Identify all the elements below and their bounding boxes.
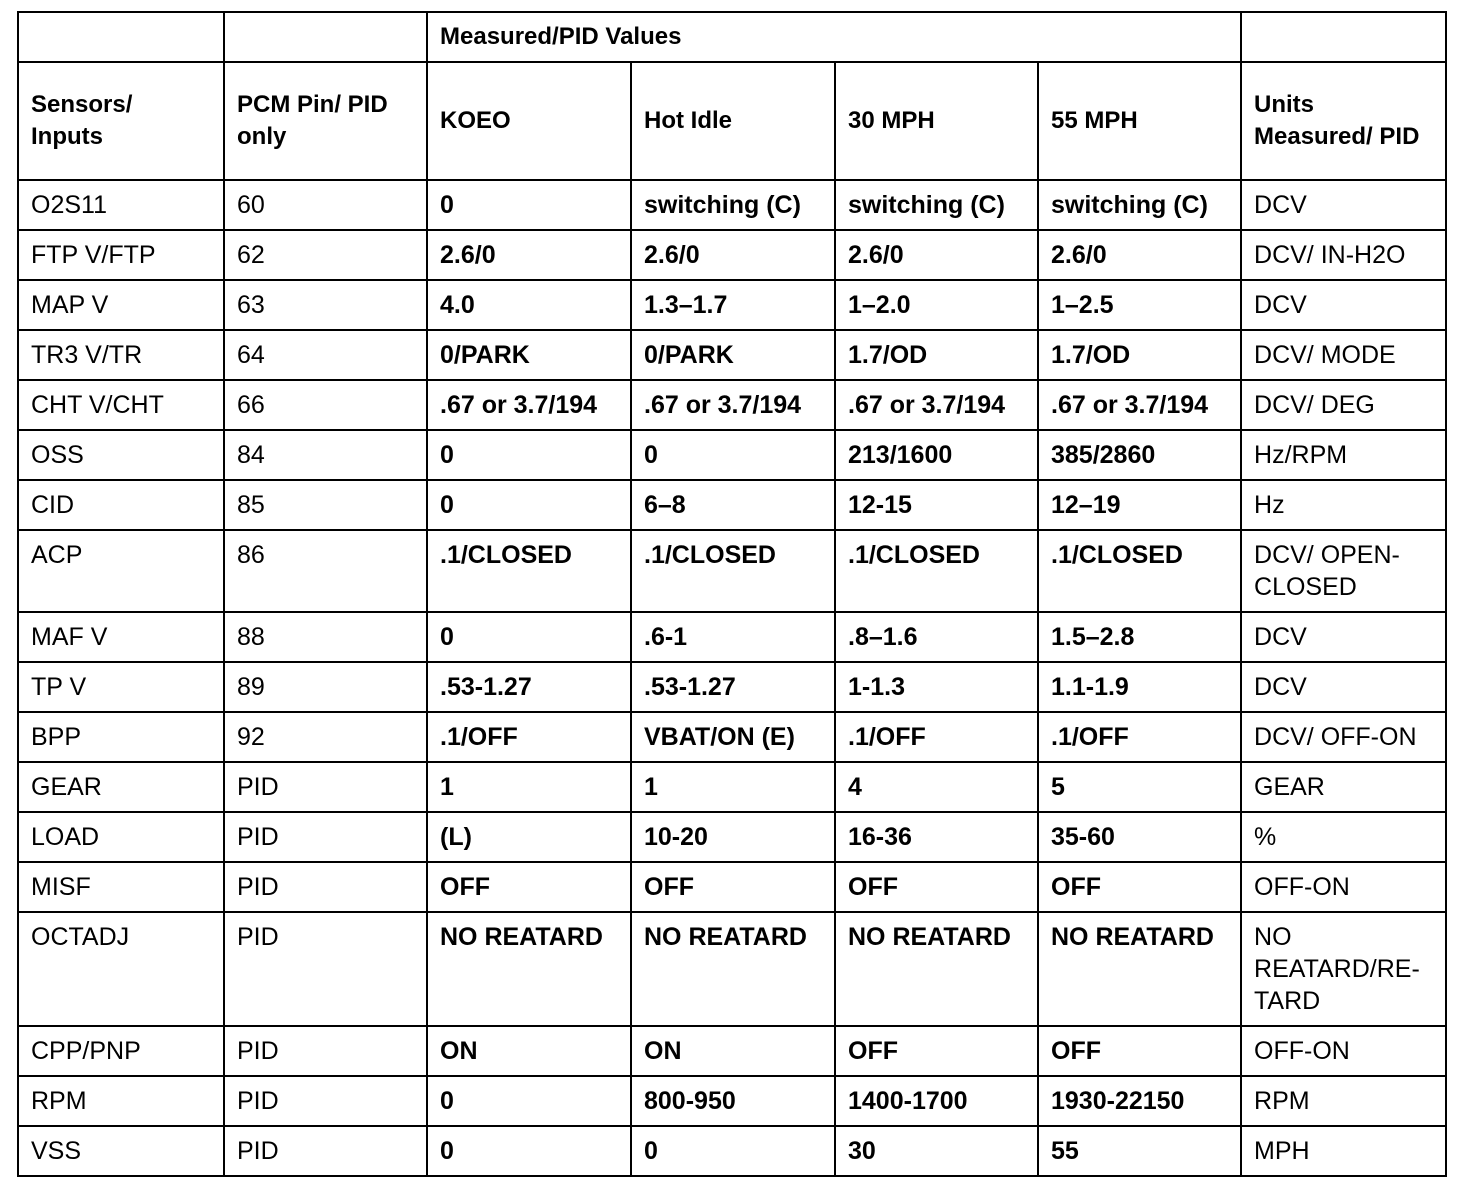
- pin-cell: PID: [224, 1126, 427, 1176]
- hot-idle-cell: 10-20: [631, 812, 835, 862]
- sensor-cell: CID: [18, 480, 224, 530]
- sensor-cell: RPM: [18, 1076, 224, 1126]
- table-row: [18, 480, 1446, 530]
- header-koeo: KOEO: [427, 62, 631, 180]
- hot-idle-cell: .1/CLOSED: [631, 530, 835, 612]
- koeo-cell: ON: [427, 1026, 631, 1076]
- hot-idle-cell: 0: [631, 430, 835, 480]
- mph30-cell: switching (C): [835, 180, 1038, 230]
- mph30-cell: 213/1600: [835, 430, 1038, 480]
- sensor-cell: FTP V/FTP: [18, 230, 224, 280]
- koeo-cell: 0: [427, 1076, 631, 1126]
- mph55-cell: switching (C): [1038, 180, 1241, 230]
- empty-pin-cell: [224, 12, 427, 62]
- mph55-cell: OFF: [1038, 862, 1241, 912]
- hot-idle-cell: 1: [631, 762, 835, 812]
- mph55-cell: 1.7/OD: [1038, 330, 1241, 380]
- pin-cell: 85: [224, 480, 427, 530]
- hot-idle-cell: 800-950: [631, 1076, 835, 1126]
- mph55-cell: 35-60: [1038, 812, 1241, 862]
- units-cell: DCV/ OFF-ON: [1241, 712, 1446, 762]
- measured-values-title: Measured/PID Values: [427, 12, 1241, 62]
- koeo-cell: 0/PARK: [427, 330, 631, 380]
- header-30-mph: 30 MPH: [835, 62, 1038, 180]
- mph55-cell: 1.5–2.8: [1038, 612, 1241, 662]
- hot-idle-cell: ON: [631, 1026, 835, 1076]
- table-header-row: [18, 62, 1446, 180]
- units-cell: %: [1241, 812, 1446, 862]
- sensor-cell: MAF V: [18, 612, 224, 662]
- hot-idle-cell: 2.6/0: [631, 230, 835, 280]
- table-row: [18, 230, 1446, 280]
- units-cell: Hz/RPM: [1241, 430, 1446, 480]
- mph30-cell: OFF: [835, 1026, 1038, 1076]
- table-row: [18, 812, 1446, 862]
- pin-cell: 64: [224, 330, 427, 380]
- hot-idle-cell: 0/PARK: [631, 330, 835, 380]
- hot-idle-cell: 1.3–1.7: [631, 280, 835, 330]
- pin-cell: 60: [224, 180, 427, 230]
- hot-idle-cell: NO REATARD: [631, 912, 835, 1026]
- mph30-cell: OFF: [835, 862, 1038, 912]
- pin-cell: PID: [224, 912, 427, 1026]
- koeo-cell: 0: [427, 480, 631, 530]
- table-row: [18, 612, 1446, 662]
- sensor-cell: MISF: [18, 862, 224, 912]
- pin-cell: 66: [224, 380, 427, 430]
- koeo-cell: .1/CLOSED: [427, 530, 631, 612]
- header-hot-idle: Hot Idle: [631, 62, 835, 180]
- mph30-cell: NO REATARD: [835, 912, 1038, 1026]
- hot-idle-cell: OFF: [631, 862, 835, 912]
- table-row: [18, 712, 1446, 762]
- sensor-cell: CPP/PNP: [18, 1026, 224, 1076]
- pin-cell: 89: [224, 662, 427, 712]
- mph55-cell: 1–2.5: [1038, 280, 1241, 330]
- sensor-cell: OSS: [18, 430, 224, 480]
- mph30-cell: 2.6/0: [835, 230, 1038, 280]
- units-cell: DCV/ IN-H2O: [1241, 230, 1446, 280]
- table-row: [18, 330, 1446, 380]
- table-row: [18, 380, 1446, 430]
- table-row: [18, 430, 1446, 480]
- hot-idle-cell: switching (C): [631, 180, 835, 230]
- pin-cell: 92: [224, 712, 427, 762]
- units-cell: DCV: [1241, 280, 1446, 330]
- mph30-cell: 4: [835, 762, 1038, 812]
- sensor-cell: ACP: [18, 530, 224, 612]
- units-cell: DCV: [1241, 180, 1446, 230]
- koeo-cell: (L): [427, 812, 631, 862]
- pin-cell: 62: [224, 230, 427, 280]
- units-cell: DCV: [1241, 662, 1446, 712]
- mph55-cell: 55: [1038, 1126, 1241, 1176]
- koeo-cell: .53-1.27: [427, 662, 631, 712]
- mph55-cell: .67 or 3.7/194: [1038, 380, 1241, 430]
- units-cell: DCV/ MODE: [1241, 330, 1446, 380]
- mph30-cell: 16-36: [835, 812, 1038, 862]
- units-cell: OFF-ON: [1241, 862, 1446, 912]
- mph55-cell: NO REATARD: [1038, 912, 1241, 1026]
- hot-idle-cell: .6-1: [631, 612, 835, 662]
- mph55-cell: 5: [1038, 762, 1241, 812]
- units-cell: RPM: [1241, 1076, 1446, 1126]
- mph55-cell: OFF: [1038, 1026, 1241, 1076]
- mph55-cell: 2.6/0: [1038, 230, 1241, 280]
- header-pin: PCM Pin/ PID only: [224, 62, 427, 180]
- table-row: [18, 530, 1446, 612]
- empty-corner-cell: [18, 12, 224, 62]
- mph30-cell: 1-1.3: [835, 662, 1038, 712]
- koeo-cell: .67 or 3.7/194: [427, 380, 631, 430]
- koeo-cell: 2.6/0: [427, 230, 631, 280]
- koeo-cell: 0: [427, 1126, 631, 1176]
- table-row: [18, 1026, 1446, 1076]
- units-cell: Hz: [1241, 480, 1446, 530]
- table-row: [18, 1076, 1446, 1126]
- pid-values-table: [17, 11, 1447, 1177]
- pin-cell: PID: [224, 862, 427, 912]
- hot-idle-cell: VBAT/ON (E): [631, 712, 835, 762]
- sensor-cell: OCTADJ: [18, 912, 224, 1026]
- units-cell: GEAR: [1241, 762, 1446, 812]
- mph30-cell: 12-15: [835, 480, 1038, 530]
- header-55-mph: 55 MPH: [1038, 62, 1241, 180]
- pin-cell: PID: [224, 1076, 427, 1126]
- mph55-cell: 1.1-1.9: [1038, 662, 1241, 712]
- table-row: [18, 1126, 1446, 1176]
- koeo-cell: 4.0: [427, 280, 631, 330]
- mph30-cell: .8–1.6: [835, 612, 1038, 662]
- pin-cell: PID: [224, 762, 427, 812]
- mph30-cell: .1/OFF: [835, 712, 1038, 762]
- units-cell: OFF-ON: [1241, 1026, 1446, 1076]
- hot-idle-cell: 0: [631, 1126, 835, 1176]
- sensor-cell: MAP V: [18, 280, 224, 330]
- koeo-cell: OFF: [427, 862, 631, 912]
- pin-cell: 88: [224, 612, 427, 662]
- sensor-cell: BPP: [18, 712, 224, 762]
- sensor-cell: O2S11: [18, 180, 224, 230]
- mph55-cell: 385/2860: [1038, 430, 1241, 480]
- sensor-cell: LOAD: [18, 812, 224, 862]
- table-row: [18, 912, 1446, 1026]
- koeo-cell: 1: [427, 762, 631, 812]
- sensor-cell: TP V: [18, 662, 224, 712]
- pin-cell: PID: [224, 1026, 427, 1076]
- mph55-cell: 1930-22150: [1038, 1076, 1241, 1126]
- header-sensor: Sensors/ Inputs: [18, 62, 224, 180]
- table-row: [18, 662, 1446, 712]
- table-row: [18, 862, 1446, 912]
- hot-idle-cell: 6–8: [631, 480, 835, 530]
- mph30-cell: 1400-1700: [835, 1076, 1038, 1126]
- mph30-cell: .67 or 3.7/194: [835, 380, 1038, 430]
- sensor-cell: CHT V/CHT: [18, 380, 224, 430]
- hot-idle-cell: .67 or 3.7/194: [631, 380, 835, 430]
- sensor-cell: GEAR: [18, 762, 224, 812]
- units-cell: DCV: [1241, 612, 1446, 662]
- table-title-row: [18, 12, 1446, 62]
- mph30-cell: .1/CLOSED: [835, 530, 1038, 612]
- sensor-cell: VSS: [18, 1126, 224, 1176]
- mph30-cell: 30: [835, 1126, 1038, 1176]
- pin-cell: 63: [224, 280, 427, 330]
- koeo-cell: 0: [427, 180, 631, 230]
- hot-idle-cell: .53-1.27: [631, 662, 835, 712]
- mph55-cell: .1/OFF: [1038, 712, 1241, 762]
- koeo-cell: .1/OFF: [427, 712, 631, 762]
- mph30-cell: 1.7/OD: [835, 330, 1038, 380]
- units-cell: NO REATARD/RE-TARD: [1241, 912, 1446, 1026]
- mph55-cell: 12–19: [1038, 480, 1241, 530]
- units-cell: MPH: [1241, 1126, 1446, 1176]
- koeo-cell: 0: [427, 430, 631, 480]
- table-row: [18, 280, 1446, 330]
- mph30-cell: 1–2.0: [835, 280, 1038, 330]
- pin-cell: 84: [224, 430, 427, 480]
- pin-cell: PID: [224, 812, 427, 862]
- pin-cell: 86: [224, 530, 427, 612]
- koeo-cell: 0: [427, 612, 631, 662]
- units-cell: DCV/ DEG: [1241, 380, 1446, 430]
- header-units: Units Measured/ PID: [1241, 62, 1446, 180]
- sensor-cell: TR3 V/TR: [18, 330, 224, 380]
- units-cell: DCV/ OPEN-CLOSED: [1241, 530, 1446, 612]
- empty-units-cell: [1241, 12, 1446, 62]
- table-row: [18, 762, 1446, 812]
- table-row: [18, 180, 1446, 230]
- koeo-cell: NO REATARD: [427, 912, 631, 1026]
- mph55-cell: .1/CLOSED: [1038, 530, 1241, 612]
